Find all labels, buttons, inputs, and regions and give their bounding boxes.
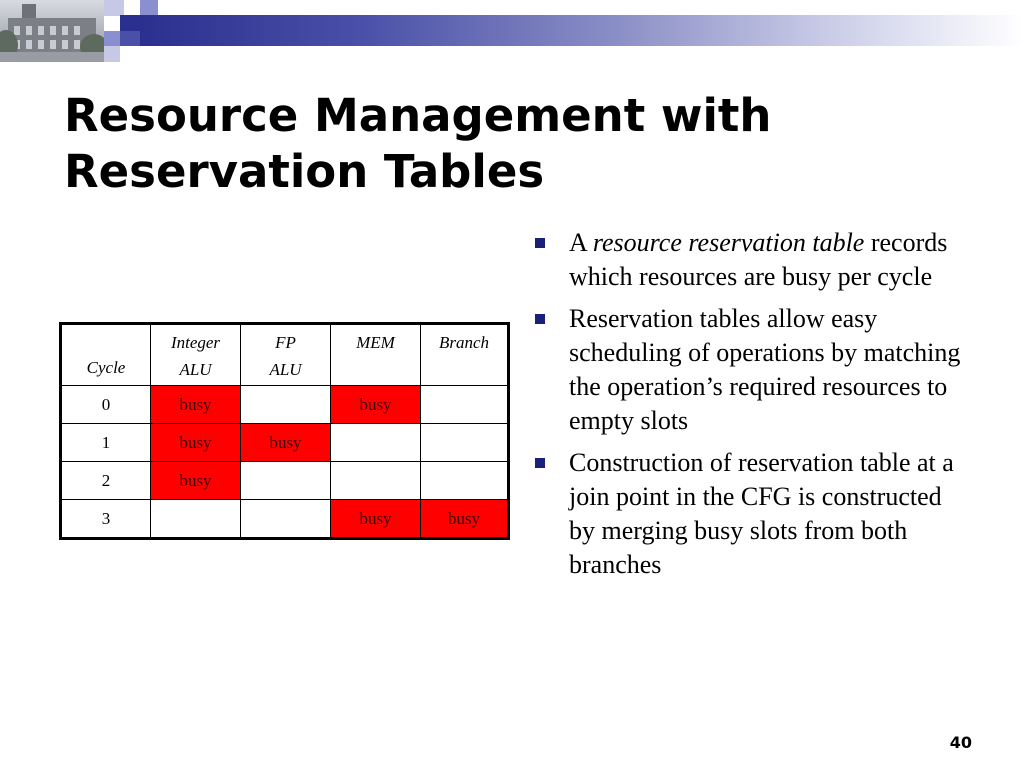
- bullet-text: Reservation tables allow easy scheduling of operations by matching the operation’s required resources to empty slots: [569, 304, 961, 435]
- resource-cell: [421, 424, 509, 462]
- resource-cell: [151, 500, 241, 539]
- header-photo: [0, 0, 104, 62]
- bullet-emphasis: resource reservation table: [592, 228, 865, 257]
- cycle-cell: 3: [61, 500, 151, 539]
- resource-cell: busy: [331, 386, 421, 424]
- header-label: ALU: [269, 360, 302, 379]
- resource-cell: busy: [421, 500, 509, 539]
- cycle-cell: 1: [61, 424, 151, 462]
- table-row: [61, 386, 509, 424]
- bullet-list: [532, 226, 972, 590]
- resource-cell: [421, 386, 509, 424]
- resource-cell: [241, 462, 331, 500]
- header-label: Cycle: [86, 358, 126, 377]
- table-row: [61, 500, 509, 539]
- bullet-text: A: [569, 228, 593, 257]
- resource-cell: [241, 386, 331, 424]
- table-row: [61, 424, 509, 462]
- resource-cell: busy: [331, 500, 421, 539]
- header-label: FP: [275, 333, 296, 352]
- resource-cell: busy: [151, 386, 241, 424]
- resource-cell: [331, 462, 421, 500]
- slide-title: Resource Management with Reservation Tables: [64, 89, 772, 198]
- resource-cell: [331, 424, 421, 462]
- bullet-text: Construction of reservation table at a join point in the CFG is constructed by merging busy slots from both branches: [569, 448, 954, 579]
- header-branch: [421, 324, 509, 386]
- header-label: Branch: [438, 333, 490, 352]
- resource-cell: busy: [241, 424, 331, 462]
- table-header-row: [61, 324, 509, 386]
- bullet-item: [532, 446, 972, 582]
- square-bullet-icon: [535, 314, 545, 324]
- header-label: ALU: [179, 360, 212, 379]
- square-bullet-icon: [535, 238, 545, 248]
- header-fp-alu: [241, 324, 331, 386]
- resource-cell: [421, 462, 509, 500]
- bullet-item: [532, 302, 972, 438]
- header-cycle: [61, 324, 151, 386]
- bullet-item: [532, 226, 972, 294]
- page-number: 40: [949, 733, 972, 752]
- header-mem: [331, 324, 421, 386]
- resource-cell: busy: [151, 462, 241, 500]
- cycle-cell: 0: [61, 386, 151, 424]
- table-row: [61, 462, 509, 500]
- header-integer-alu: [151, 324, 241, 386]
- header-label: Integer: [170, 333, 221, 352]
- resource-cell: busy: [151, 424, 241, 462]
- reservation-table: [59, 322, 510, 540]
- bullet-text: records which resources are busy per cycle: [569, 228, 948, 291]
- resource-cell: [241, 500, 331, 539]
- header-label: MEM: [356, 333, 395, 352]
- header-gradient-bar: [140, 15, 1024, 46]
- table-body: [61, 386, 509, 539]
- cycle-cell: 2: [61, 462, 151, 500]
- square-bullet-icon: [535, 458, 545, 468]
